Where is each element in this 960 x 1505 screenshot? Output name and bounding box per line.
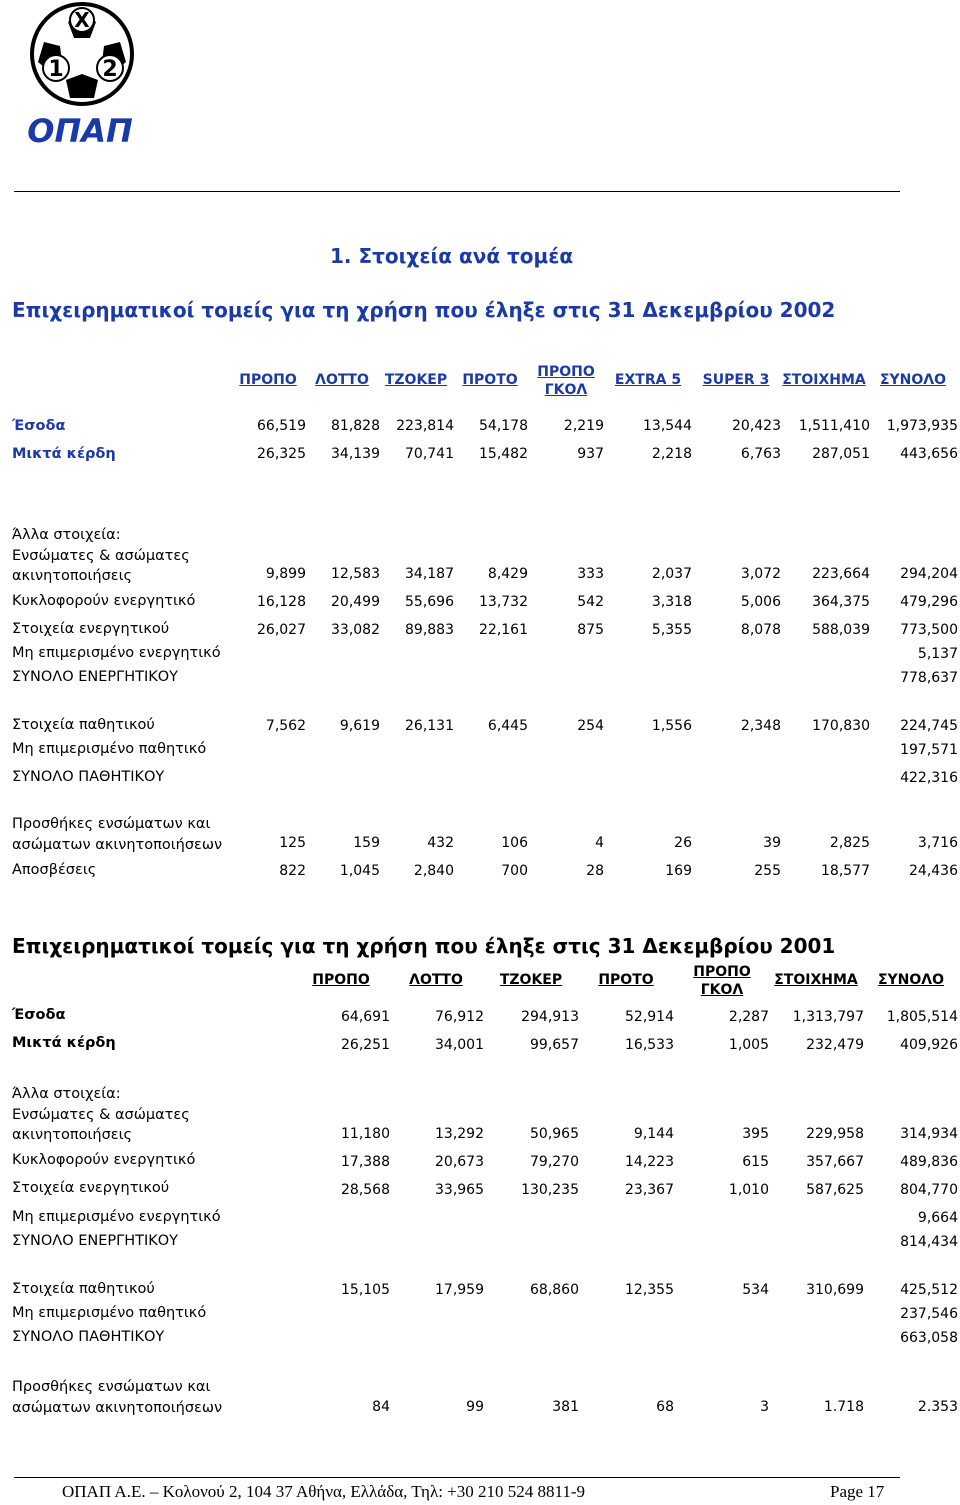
cell-value: 17,959: [435, 1282, 484, 1298]
cell-value: 1,973,935: [886, 418, 958, 434]
row-label: Στοιχεία παθητικού: [12, 717, 155, 733]
row-label: Άλλα στοιχεία: Ενσώματες & ασώματες ακινητοποιήσεις: [12, 527, 190, 584]
cell-value: 8,429: [487, 566, 528, 582]
column-header: ΠΡΟΤΟ: [462, 372, 518, 388]
cell-value: 12,583: [331, 566, 380, 582]
cell-value: 587,625: [806, 1182, 864, 1198]
row-label: Άλλα στοιχεία: Ενσώματες & ασώματες ακινητοποιήσεις: [12, 1086, 190, 1143]
cell-value: 26,027: [257, 622, 306, 638]
cell-value: 52,914: [625, 1009, 674, 1025]
cell-value: 294,913: [521, 1009, 579, 1025]
cell-value: 79,270: [530, 1154, 579, 1170]
row-label: Προσθήκες ενσώματων και ασώματων ακινητοποιήσεων: [12, 816, 223, 853]
cell-value: 489,836: [900, 1154, 958, 1170]
cell-value: 1,511,410: [798, 418, 870, 434]
cell-value: 381: [552, 1399, 579, 1415]
column-header: ΠΡΟΠΟ ΓΚΟΛ: [537, 364, 595, 398]
row-label: ΣΥΝΟΛΟ ΕΝΕΡΓΗΤΙΚΟΥ: [12, 669, 179, 685]
cell-value: 223,664: [812, 566, 870, 582]
cell-value: 425,512: [900, 1282, 958, 1298]
cell-value: 76,912: [435, 1009, 484, 1025]
cell-value: 13,544: [643, 418, 692, 434]
cell-value: 1,045: [339, 863, 380, 879]
cell-value: 33,082: [331, 622, 380, 638]
heading-2002: Επιχειρηματικοί τομείς για τη χρήση που έληξε στις 31 Δεκεμβρίου 2002: [12, 298, 836, 322]
cell-value: 287,051: [812, 446, 870, 462]
cell-value: 13,292: [435, 1126, 484, 1142]
cell-value: 197,571: [900, 742, 958, 758]
cell-value: 14,223: [625, 1154, 674, 1170]
row-label: Έσοδα: [12, 1007, 66, 1023]
row-label: Κυκλοφορούν ενεργητικό: [12, 593, 196, 609]
cell-value: 663,058: [900, 1330, 958, 1346]
cell-value: 50,965: [530, 1126, 579, 1142]
cell-value: 39: [763, 835, 781, 851]
cell-value: 3,716: [917, 835, 958, 851]
row-label: Έσοδα: [12, 418, 66, 434]
cell-value: 443,656: [900, 446, 958, 462]
cell-value: 3,072: [740, 566, 781, 582]
row-label: Στοιχεία ενεργητικού: [12, 1180, 170, 1196]
cell-value: 89,883: [405, 622, 454, 638]
cell-value: 6,763: [740, 446, 781, 462]
cell-value: 68: [656, 1399, 674, 1415]
cell-value: 13,732: [479, 594, 528, 610]
column-header: ΤΖΟΚΕΡ: [384, 372, 448, 388]
cell-value: 16,128: [257, 594, 306, 610]
cell-value: 232,479: [806, 1037, 864, 1053]
row-label: ΣΥΝΟΛΟ ΕΝΕΡΓΗΤΙΚΟΥ: [12, 1233, 179, 1249]
cell-value: 26,325: [257, 446, 306, 462]
cell-value: 804,770: [900, 1182, 958, 1198]
column-header: ΛΟΤΤΟ: [315, 372, 369, 388]
cell-value: 479,296: [900, 594, 958, 610]
column-header: ΠΡΟΠΟ: [239, 372, 297, 388]
cell-value: 99,657: [530, 1037, 579, 1053]
cell-value: 28,568: [341, 1182, 390, 1198]
cell-value: 20,499: [331, 594, 380, 610]
cell-value: 6,445: [487, 718, 528, 734]
cell-value: 9,619: [339, 718, 380, 734]
cell-value: 54,178: [479, 418, 528, 434]
column-header: ΠΡΟΠΟ ΓΚΟΛ: [693, 964, 751, 998]
cell-value: 169: [665, 863, 692, 879]
cell-value: 3,318: [651, 594, 692, 610]
cell-value: 294,204: [900, 566, 958, 582]
cell-value: 55,696: [405, 594, 454, 610]
cell-value: 170,830: [812, 718, 870, 734]
heading-2001: Επιχειρηματικοί τομείς για τη χρήση που έληξε στις 31 Δεκεμβρίου 2001: [12, 934, 836, 958]
cell-value: 937: [577, 446, 604, 462]
cell-value: 99: [466, 1399, 484, 1415]
cell-value: 28: [586, 863, 604, 879]
footer-divider: [14, 1477, 900, 1478]
cell-value: 2,840: [413, 863, 454, 879]
cell-value: 84: [372, 1399, 390, 1415]
cell-value: 2,218: [651, 446, 692, 462]
cell-value: 3: [760, 1399, 769, 1415]
cell-value: 12,355: [625, 1282, 674, 1298]
cell-value: 588,039: [812, 622, 870, 638]
footer-page-number: Page 17: [830, 1482, 885, 1501]
row-label: Μη επιμερισμένο ενεργητικό: [12, 1209, 221, 1225]
cell-value: 822: [279, 863, 306, 879]
cell-value: 20,423: [732, 418, 781, 434]
row-label: Μη επιμερισμένο ενεργητικό: [12, 645, 221, 661]
row-label: ΣΥΝΟΛΟ ΠΑΘΗΤΙΚΟΥ: [12, 769, 165, 785]
cell-value: 1,005: [728, 1037, 769, 1053]
cell-value: 4: [595, 835, 604, 851]
column-header: ΣΤΟΙΧΗΜΑ: [774, 972, 858, 988]
cell-value: 542: [577, 594, 604, 610]
cell-value: 1,010: [728, 1182, 769, 1198]
cell-value: 875: [577, 622, 604, 638]
cell-value: 314,934: [900, 1126, 958, 1142]
cell-value: 5,006: [740, 594, 781, 610]
cell-value: 68,860: [530, 1282, 579, 1298]
logo-one: 1: [48, 57, 64, 82]
cell-value: 130,235: [521, 1182, 579, 1198]
cell-value: 34,187: [405, 566, 454, 582]
cell-value: 1,313,797: [792, 1009, 864, 1025]
cell-value: 255: [754, 863, 781, 879]
cell-value: 9,899: [265, 566, 306, 582]
cell-value: 223,814: [396, 418, 454, 434]
cell-value: 33,965: [435, 1182, 484, 1198]
cell-value: 700: [501, 863, 528, 879]
column-header: ΣΥΝΟΛΟ: [877, 972, 945, 988]
cell-value: 5,355: [651, 622, 692, 638]
row-label: Μικτά κέρδη: [12, 1035, 116, 1051]
cell-value: 1,556: [651, 718, 692, 734]
row-label: Μη επιμερισμένο παθητικό: [12, 1305, 207, 1321]
cell-value: 1,805,514: [886, 1009, 958, 1025]
row-label: Προσθήκες ενσώματων και ασώματων ακινητοποιήσεων: [12, 1379, 223, 1416]
cell-value: 159: [353, 835, 380, 851]
cell-value: 229,958: [806, 1126, 864, 1142]
section-title: 1. Στοιχεία ανά τομέα: [330, 244, 574, 268]
cell-value: 254: [577, 718, 604, 734]
cell-value: 1.718: [823, 1399, 864, 1415]
cell-value: 615: [742, 1154, 769, 1170]
cell-value: 2,219: [563, 418, 604, 434]
row-label: Αποσβέσεις: [12, 862, 97, 878]
cell-value: 2.353: [917, 1399, 958, 1415]
column-header: ΣΥΝΟΛΟ: [879, 372, 947, 388]
cell-value: 7,562: [265, 718, 306, 734]
cell-value: 773,500: [900, 622, 958, 638]
cell-value: 9,144: [633, 1126, 674, 1142]
footer-company: ΟΠΑΠ Α.Ε. – Κολονού 2, 104 37 Αθήνα, Ελλάδα, Τηλ: +30 210 524 8811-9: [62, 1482, 586, 1501]
logo-brand: ΟΠΑΠ: [27, 112, 133, 150]
cell-value: 409,926: [900, 1037, 958, 1053]
logo-x: X: [74, 8, 90, 32]
cell-value: 2,287: [728, 1009, 769, 1025]
cell-value: 395: [742, 1126, 769, 1142]
column-header: ΤΖΟΚΕΡ: [499, 972, 563, 988]
cell-value: 23,367: [625, 1182, 674, 1198]
cell-value: 64,691: [341, 1009, 390, 1025]
opap-logo: [14, 2, 146, 150]
cell-value: 364,375: [812, 594, 870, 610]
cell-value: 125: [279, 835, 306, 851]
row-label: Μικτά κέρδη: [12, 446, 116, 462]
cell-value: 11,180: [341, 1126, 390, 1142]
cell-value: 18,577: [821, 863, 870, 879]
cell-value: 224,745: [900, 718, 958, 734]
row-label: Στοιχεία παθητικού: [12, 1281, 155, 1297]
column-header: ΛΟΤΤΟ: [409, 972, 463, 988]
row-label: Κυκλοφορούν ενεργητικό: [12, 1152, 196, 1168]
row-label: ΣΥΝΟΛΟ ΠΑΘΗΤΙΚΟΥ: [12, 1329, 165, 1345]
column-header: ΠΡΟΤΟ: [598, 972, 654, 988]
cell-value: 8,078: [740, 622, 781, 638]
cell-value: 15,105: [341, 1282, 390, 1298]
cell-value: 34,001: [435, 1037, 484, 1053]
cell-value: 15,482: [479, 446, 528, 462]
cell-value: 17,388: [341, 1154, 390, 1170]
logo-two: 2: [102, 57, 118, 82]
cell-value: 534: [742, 1282, 769, 1298]
cell-value: 20,673: [435, 1154, 484, 1170]
cell-value: 5,137: [917, 646, 958, 662]
cell-value: 34,139: [331, 446, 380, 462]
cell-value: 2,825: [829, 835, 870, 851]
cell-value: 333: [577, 566, 604, 582]
column-header: SUPER 3: [702, 372, 770, 388]
cell-value: 81,828: [331, 418, 380, 434]
cell-value: 310,699: [806, 1282, 864, 1298]
row-label: Μη επιμερισμένο παθητικό: [12, 741, 207, 757]
cell-value: 357,667: [806, 1154, 864, 1170]
cell-value: 9,664: [917, 1210, 958, 1226]
cell-value: 106: [501, 835, 528, 851]
cell-value: 422,316: [900, 770, 958, 786]
cell-value: 16,533: [625, 1037, 674, 1053]
cell-value: 2,348: [740, 718, 781, 734]
column-header: ΠΡΟΠΟ: [312, 972, 370, 988]
cell-value: 26,251: [341, 1037, 390, 1053]
cell-value: 26,131: [405, 718, 454, 734]
cell-value: 814,434: [900, 1234, 958, 1250]
cell-value: 778,637: [900, 670, 958, 686]
header-divider: [14, 191, 900, 192]
cell-value: 237,546: [900, 1306, 958, 1322]
cell-value: 26: [674, 835, 692, 851]
cell-value: 2,037: [651, 566, 692, 582]
column-header: EXTRA 5: [614, 372, 682, 388]
cell-value: 22,161: [479, 622, 528, 638]
cell-value: 70,741: [405, 446, 454, 462]
row-label: Στοιχεία ενεργητικού: [12, 621, 170, 637]
cell-value: 432: [427, 835, 454, 851]
cell-value: 66,519: [257, 418, 306, 434]
column-header: ΣΤΟΙΧΗΜΑ: [782, 372, 866, 388]
cell-value: 24,436: [909, 863, 958, 879]
